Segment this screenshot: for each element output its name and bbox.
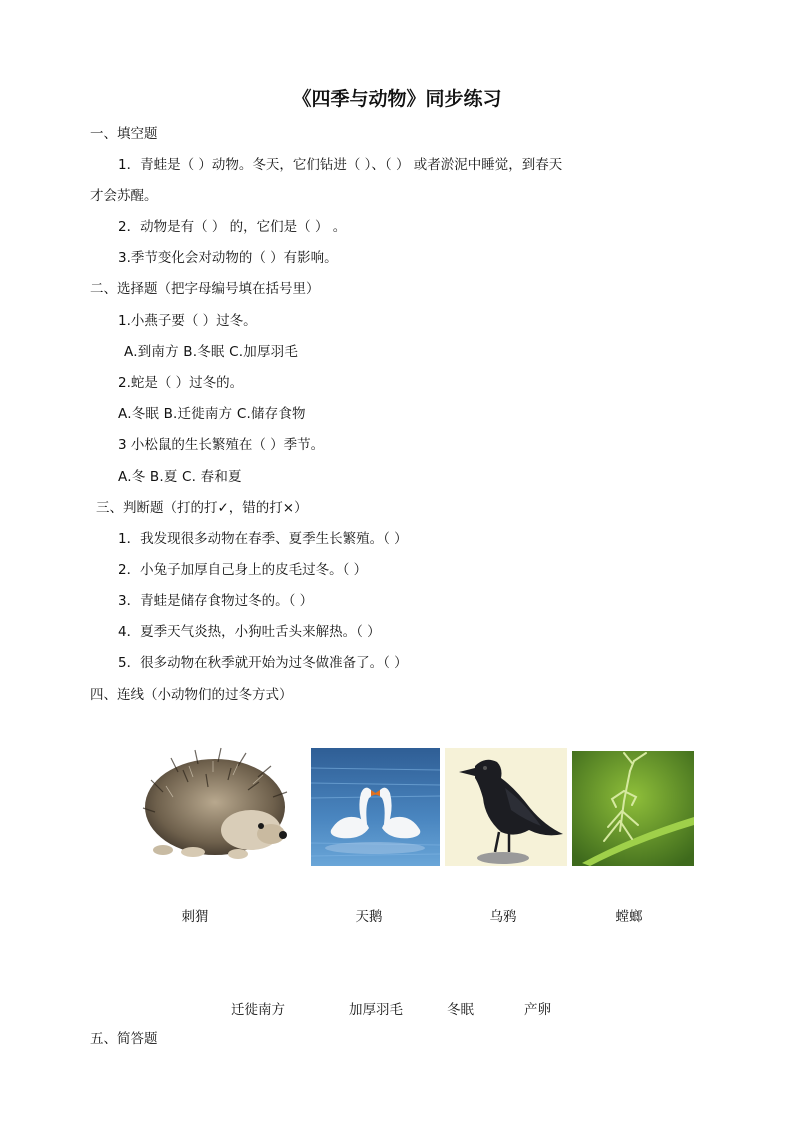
way-hibernate: 冬眠 — [447, 1002, 474, 1018]
fill-question-1-continued: 才会苏醒。 — [90, 188, 158, 204]
hedgehog-photo — [133, 742, 293, 867]
judge-question-5: 5．很多动物在秋季就开始为过冬做准备了。（ ） — [118, 655, 408, 671]
fill-question-3: 3.季节变化会对动物的（ ）有影响。 — [118, 250, 338, 266]
choice-question-1-options: A.到南方 B.冬眠 C.加厚羽毛 — [124, 344, 299, 360]
choice-question-3: 3 小松鼠的生长繁殖在（ ）季节。 — [118, 437, 325, 453]
swans-photo — [311, 748, 440, 866]
judge-question-2: 2．小兔子加厚自己身上的皮毛过冬。（ ） — [118, 562, 368, 578]
judge-question-4: 4．夏季天气炎热，小狗吐舌头来解热。（ ） — [118, 624, 381, 640]
animal-label-mantis: 螳螂 — [615, 909, 643, 925]
way-lay-eggs: 产卵 — [524, 1002, 551, 1018]
choice-question-2: 2.蛇是（ ）过冬的。 — [118, 375, 244, 391]
way-migrate-south: 迁徙南方 — [231, 1002, 285, 1018]
choice-question-3-options: A.冬 B.夏 C. 春和夏 — [118, 469, 242, 485]
page-title: 《四季与动物》同步练习 — [292, 88, 502, 110]
judge-question-3: 3．青蛙是储存食物过冬的。（ ） — [118, 593, 314, 609]
section-matching-heading: 四、连线（小动物们的过冬方式） — [90, 687, 293, 703]
mantis-photo — [572, 751, 694, 866]
section-judge-heading: 三、判断题（打的打✓，错的打×） — [96, 500, 308, 516]
animal-label-hedgehog: 刺猬 — [181, 909, 209, 925]
fill-question-2: 2．动物是有（ ） 的，它们是（ ） 。 — [118, 219, 347, 235]
fill-question-1: 1．青蛙是（ ）动物。冬天，它们钻进（ ）、（ ） 或者淤泥中睡觉，到春天 — [118, 157, 563, 173]
choice-question-1: 1.小燕子要（ ）过冬。 — [118, 313, 257, 329]
animal-label-crow: 乌鸦 — [489, 909, 517, 925]
section-fill-heading: 一、填空题 — [90, 126, 158, 142]
way-thicken-feathers: 加厚羽毛 — [349, 1002, 403, 1018]
crow-photo — [445, 748, 567, 866]
section-choice-heading: 二、选择题（把字母编号填在括号里） — [90, 281, 320, 297]
animal-label-swan: 天鹅 — [355, 909, 383, 925]
judge-question-1: 1．我发现很多动物在春季、夏季生长繁殖。（ ） — [118, 531, 408, 547]
section-short-answer-heading: 五、简答题 — [90, 1031, 158, 1047]
choice-question-2-options: A.冬眠 B.迁徙南方 C.储存食物 — [118, 406, 306, 422]
